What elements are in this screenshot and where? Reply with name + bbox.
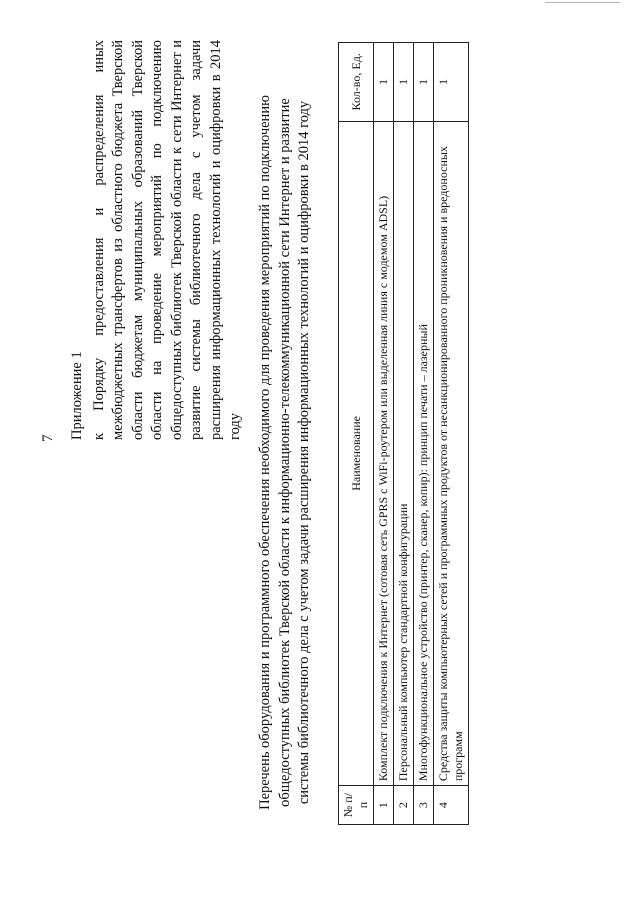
header-qty: Кол-во, Ед. <box>339 43 374 122</box>
row-qty: 1 <box>434 43 469 122</box>
appendix-block <box>68 40 246 440</box>
table-row <box>434 43 469 825</box>
table-row <box>374 43 394 825</box>
row-qty: 1 <box>414 43 434 122</box>
row-name: Комплект подключения к Интернет (сотовая сеть GPRS с WiFi-роутером или выделенная линия с модемом ADSL) <box>374 121 394 786</box>
row-num: 4 <box>434 786 469 825</box>
row-qty: 1 <box>374 43 394 122</box>
equipment-table <box>338 42 469 825</box>
row-num: 1 <box>374 786 394 825</box>
appendix-title: Приложение 1 <box>69 351 85 440</box>
appendix-text: к Порядку предоставления и распределения иных межбюджетных трансфертов из областного бюджета Тверской области бюджетам муниципальных образований Тверской области на проведение мероприятий по подключению общедоступных библиотек Тверской области к сети Интернет и развитие системы библиотечного дела с учетом задачи расширения информационных технологий и оцифровки в 2014 году <box>90 40 243 440</box>
page-number: 7 <box>40 434 56 442</box>
table-row <box>394 43 414 825</box>
document-title: Перечень оборудования и программного обеспечения необходимого для проведения мероприятий по подключению общедоступных библиотек Тверской области к информационно-телекоммуникационной сети Интернет и развитие системы библиотечного дела с учетом задачи расширения информационных технологий и оцифровки в 2014 году <box>257 95 312 810</box>
row-num: 2 <box>394 786 414 825</box>
header-num: № п/п <box>339 786 374 825</box>
header-name: Наименование <box>339 121 374 786</box>
row-name: Многофункциональное устройство (принтер, сканер, копир): принцип печати – лазерный <box>414 121 434 786</box>
row-name: Персональный компьютер стандартной конфигурации <box>394 121 414 786</box>
table-row <box>414 43 434 825</box>
row-num: 3 <box>414 786 434 825</box>
row-qty: 1 <box>394 43 414 122</box>
table-header-row <box>339 43 374 825</box>
row-name: Средства защиты компьютерных сетей и программных продуктов от несанкционированного проникновения и вредоносных программ <box>434 121 469 786</box>
